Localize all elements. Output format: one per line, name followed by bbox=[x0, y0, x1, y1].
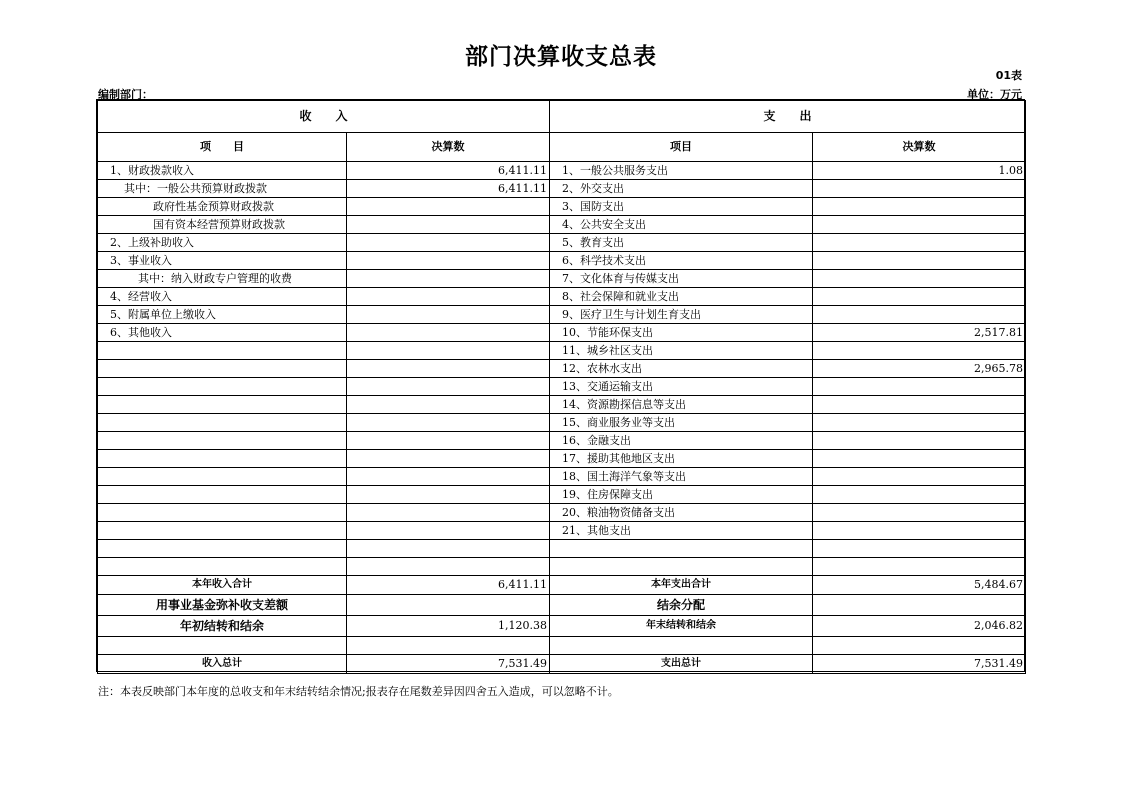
income-amount-cell bbox=[347, 360, 550, 378]
income-amount-header: 决算数 bbox=[347, 133, 550, 162]
expense-item-cell: 11、城乡社区支出 bbox=[550, 342, 813, 360]
income-section-header: 收 入 bbox=[98, 101, 550, 133]
income-item-cell: 其中：一般公共预算财政拨款 bbox=[98, 180, 347, 198]
expense-item-cell: 6、科学技术支出 bbox=[550, 252, 813, 270]
expense-amount-cell bbox=[813, 504, 1026, 522]
income-item-cell bbox=[98, 450, 347, 468]
table-row bbox=[98, 234, 1026, 252]
table-row bbox=[98, 324, 1026, 342]
income-item-cell bbox=[98, 378, 347, 396]
table-row bbox=[98, 288, 1026, 306]
income-item-cell: 5、附属单位上缴收入 bbox=[98, 306, 347, 324]
table-row bbox=[98, 450, 1026, 468]
table-row bbox=[98, 540, 1026, 558]
income-amount-cell bbox=[347, 198, 550, 216]
table-row bbox=[98, 468, 1026, 486]
table-row bbox=[98, 198, 1026, 216]
expense-item-cell: 1、一般公共服务支出 bbox=[550, 162, 813, 180]
expense-item-cell: 18、国土海洋气象等支出 bbox=[550, 468, 813, 486]
expense-item-cell: 10、节能环保支出 bbox=[550, 324, 813, 342]
table-row bbox=[98, 216, 1026, 234]
income-amount-cell bbox=[347, 396, 550, 414]
income-item-cell: 1、财政拨款收入 bbox=[98, 162, 347, 180]
table-row bbox=[98, 486, 1026, 504]
expense-item-cell: 5、教育支出 bbox=[550, 234, 813, 252]
income-amount-cell bbox=[347, 450, 550, 468]
income-item-cell bbox=[98, 504, 347, 522]
spacer-row bbox=[98, 637, 1026, 655]
column-header-row bbox=[98, 133, 1026, 162]
income-item-cell bbox=[98, 540, 347, 558]
expense-item-header: 项目 bbox=[550, 133, 813, 162]
expense-amount-cell bbox=[813, 288, 1026, 306]
expense-item-cell: 7、文化体育与传媒支出 bbox=[550, 270, 813, 288]
expense-item-cell: 15、商业服务业等支出 bbox=[550, 414, 813, 432]
expense-item-cell: 19、住房保障支出 bbox=[550, 486, 813, 504]
expense-item-cell: 17、援助其他地区支出 bbox=[550, 450, 813, 468]
grand-expense-label: 支出总计 bbox=[550, 655, 813, 674]
begin-carry-value: 1,120.38 bbox=[347, 616, 550, 637]
grand-total-row bbox=[98, 655, 1026, 674]
income-item-cell bbox=[98, 414, 347, 432]
expense-amount-cell bbox=[813, 432, 1026, 450]
expense-item-cell: 4、公共安全支出 bbox=[550, 216, 813, 234]
income-item-cell bbox=[98, 360, 347, 378]
form-number: 01表 bbox=[995, 69, 1022, 82]
income-item-cell bbox=[98, 342, 347, 360]
income-amount-cell bbox=[347, 558, 550, 576]
surplus-distribution-label: 结余分配 bbox=[550, 595, 813, 616]
grand-income-label: 收入总计 bbox=[98, 655, 347, 674]
expense-amount-header: 决算数 bbox=[813, 133, 1026, 162]
table-row bbox=[98, 342, 1026, 360]
income-item-cell bbox=[98, 396, 347, 414]
income-item-cell bbox=[98, 522, 347, 540]
income-amount-cell bbox=[347, 540, 550, 558]
annual-total-row bbox=[98, 576, 1026, 595]
income-item-cell: 政府性基金预算财政拨款 bbox=[98, 198, 347, 216]
income-amount-cell bbox=[347, 234, 550, 252]
income-item-header: 项 目 bbox=[98, 133, 347, 162]
expense-total-value: 5,484.67 bbox=[813, 576, 1026, 595]
income-total-value: 6,411.11 bbox=[347, 576, 550, 595]
expense-amount-cell bbox=[813, 414, 1026, 432]
expense-item-cell: 8、社会保障和就业支出 bbox=[550, 288, 813, 306]
expense-amount-cell bbox=[813, 558, 1026, 576]
income-amount-cell bbox=[347, 414, 550, 432]
end-carry-label: 年末结转和结余 bbox=[550, 616, 813, 637]
income-item-cell: 3、事业收入 bbox=[98, 252, 347, 270]
section-header-row bbox=[98, 101, 1026, 133]
expense-item-cell: 13、交通运输支出 bbox=[550, 378, 813, 396]
expense-amount-cell bbox=[813, 468, 1026, 486]
income-item-cell bbox=[98, 432, 347, 450]
table-row bbox=[98, 432, 1026, 450]
grand-income-value: 7,531.49 bbox=[347, 655, 550, 674]
expense-amount-cell bbox=[813, 540, 1026, 558]
income-amount-cell bbox=[347, 270, 550, 288]
begin-carry-label: 年初结转和结余 bbox=[98, 616, 347, 637]
income-item-cell: 其中：纳入财政专户管理的收费 bbox=[98, 270, 347, 288]
expense-amount-cell: 1.08 bbox=[813, 162, 1026, 180]
end-carry-value: 2,046.82 bbox=[813, 616, 1026, 637]
table-row bbox=[98, 270, 1026, 288]
fund-gap-row bbox=[98, 595, 1026, 616]
income-amount-cell bbox=[347, 522, 550, 540]
expense-amount-cell bbox=[813, 198, 1026, 216]
income-amount-cell bbox=[347, 504, 550, 522]
income-item-cell bbox=[98, 468, 347, 486]
expense-amount-cell bbox=[813, 396, 1026, 414]
page-title: 部门决算收支总表 bbox=[465, 44, 657, 70]
footnote: 注：本表反映部门本年度的总收支和年末结转结余情况;报表存在尾数差异因四舍五入造成，可以忽略不计。 bbox=[98, 685, 619, 698]
carry-over-row bbox=[98, 616, 1026, 637]
income-item-cell bbox=[98, 486, 347, 504]
expense-item-cell bbox=[550, 540, 813, 558]
table-row bbox=[98, 396, 1026, 414]
table-row bbox=[98, 504, 1026, 522]
expense-item-cell: 9、医疗卫生与计划生育支出 bbox=[550, 306, 813, 324]
income-amount-cell bbox=[347, 468, 550, 486]
expense-amount-cell bbox=[813, 486, 1026, 504]
table-row bbox=[98, 414, 1026, 432]
compiler-label: 编制部门： bbox=[98, 88, 153, 101]
expense-section-header: 支 出 bbox=[550, 101, 1026, 133]
table-row bbox=[98, 252, 1026, 270]
income-amount-cell bbox=[347, 216, 550, 234]
expense-total-label: 本年支出合计 bbox=[550, 576, 813, 595]
expense-item-cell: 2、外交支出 bbox=[550, 180, 813, 198]
table-row bbox=[98, 306, 1026, 324]
table-row bbox=[98, 360, 1026, 378]
income-item-cell bbox=[98, 558, 347, 576]
income-amount-cell bbox=[347, 378, 550, 396]
table-row bbox=[98, 162, 1026, 180]
expense-amount-cell bbox=[813, 180, 1026, 198]
expense-amount-cell bbox=[813, 270, 1026, 288]
expense-amount-cell bbox=[813, 378, 1026, 396]
grand-expense-value: 7,531.49 bbox=[813, 655, 1026, 674]
budget-summary-table bbox=[97, 100, 1026, 674]
surplus-distribution-value bbox=[813, 595, 1026, 616]
income-amount-cell bbox=[347, 432, 550, 450]
income-total-label: 本年收入合计 bbox=[98, 576, 347, 595]
income-amount-cell bbox=[347, 342, 550, 360]
income-amount-cell: 6,411.11 bbox=[347, 162, 550, 180]
expense-amount-cell bbox=[813, 522, 1026, 540]
income-amount-cell bbox=[347, 252, 550, 270]
table-row bbox=[98, 558, 1026, 576]
expense-amount-cell bbox=[813, 450, 1026, 468]
fund-gap-label: 用事业基金弥补收支差额 bbox=[98, 595, 347, 616]
expense-amount-cell: 2,965.78 bbox=[813, 360, 1026, 378]
income-amount-cell bbox=[347, 324, 550, 342]
income-item-cell: 6、其他收入 bbox=[98, 324, 347, 342]
expense-amount-cell bbox=[813, 216, 1026, 234]
income-amount-cell bbox=[347, 306, 550, 324]
table-row bbox=[98, 378, 1026, 396]
expense-amount-cell bbox=[813, 234, 1026, 252]
expense-item-cell: 21、其他支出 bbox=[550, 522, 813, 540]
income-item-cell: 4、经营收入 bbox=[98, 288, 347, 306]
income-item-cell: 2、上级补助收入 bbox=[98, 234, 347, 252]
expense-item-cell bbox=[550, 558, 813, 576]
income-amount-cell bbox=[347, 288, 550, 306]
income-item-cell: 国有资本经营预算财政拨款 bbox=[98, 216, 347, 234]
expense-item-cell: 3、国防支出 bbox=[550, 198, 813, 216]
unit-label: 单位：万元 bbox=[967, 88, 1022, 101]
expense-amount-cell: 2,517.81 bbox=[813, 324, 1026, 342]
table-row bbox=[98, 522, 1026, 540]
expense-amount-cell bbox=[813, 252, 1026, 270]
expense-item-cell: 16、金融支出 bbox=[550, 432, 813, 450]
income-amount-cell: 6,411.11 bbox=[347, 180, 550, 198]
expense-item-cell: 14、资源勘探信息等支出 bbox=[550, 396, 813, 414]
expense-amount-cell bbox=[813, 306, 1026, 324]
expense-item-cell: 20、粮油物资储备支出 bbox=[550, 504, 813, 522]
fund-gap-value bbox=[347, 595, 550, 616]
expense-amount-cell bbox=[813, 342, 1026, 360]
table-row bbox=[98, 180, 1026, 198]
income-amount-cell bbox=[347, 486, 550, 504]
expense-item-cell: 12、农林水支出 bbox=[550, 360, 813, 378]
